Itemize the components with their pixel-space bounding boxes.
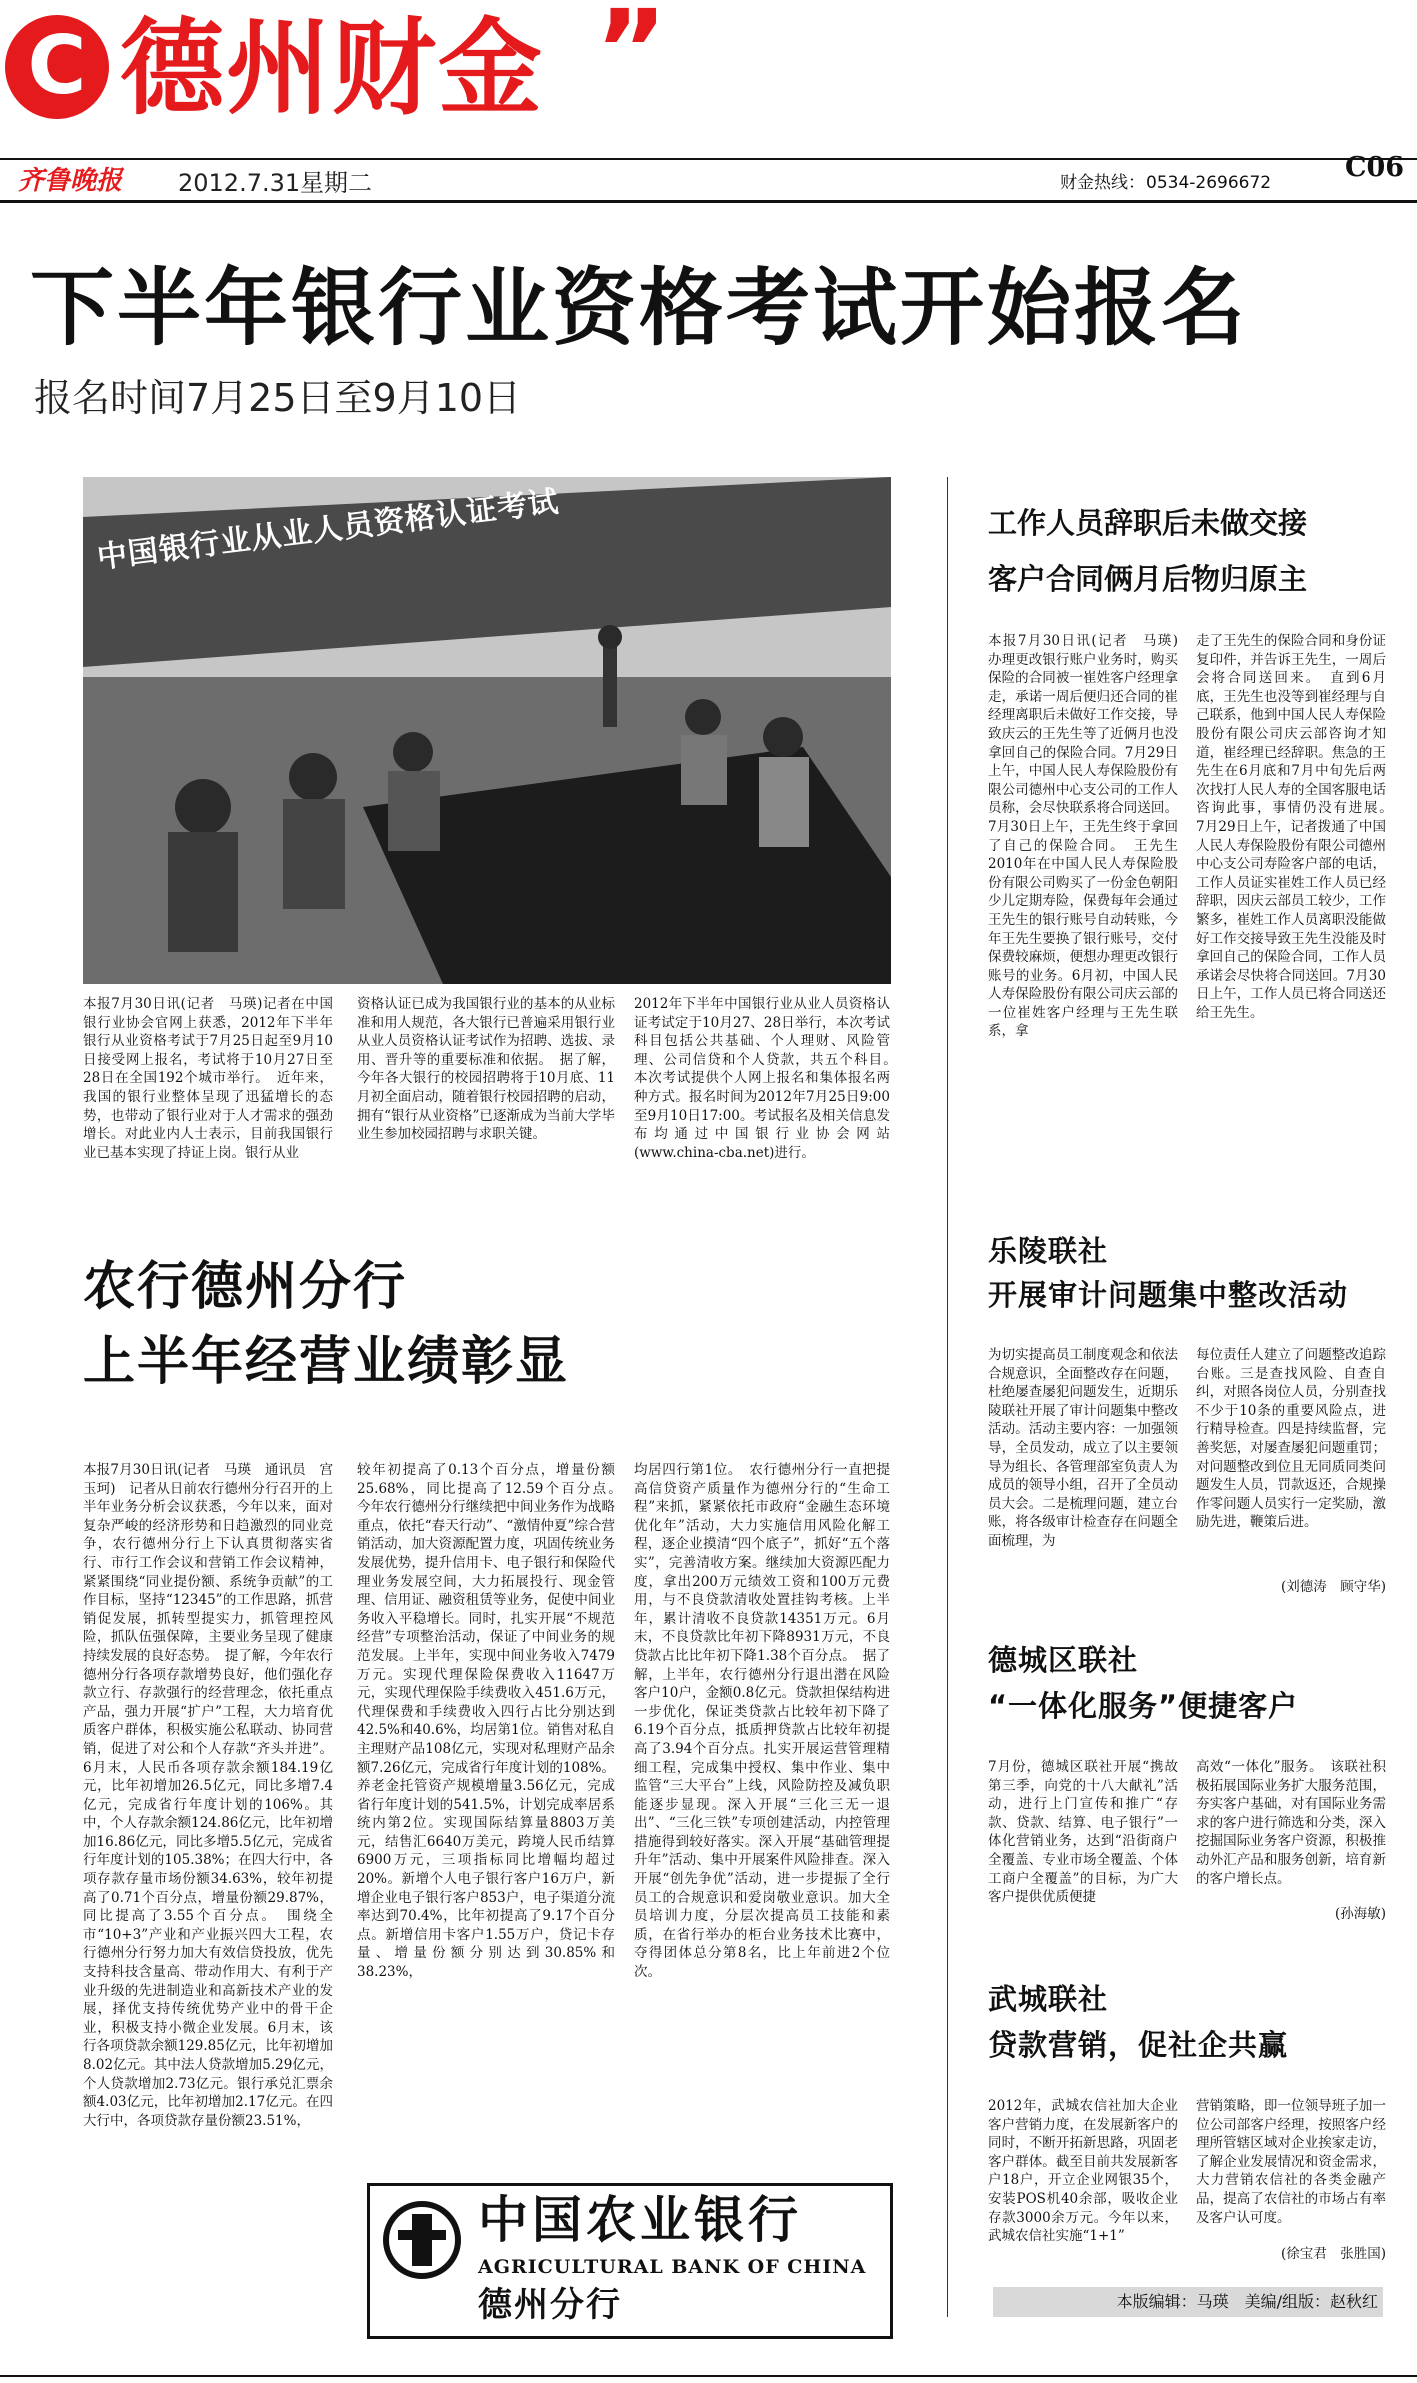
abc-headline-line2: 上半年经营业绩彰显	[83, 1332, 570, 1392]
photo-banner-text: 中国银行业从业人员资格认证考试	[95, 484, 562, 576]
abc-col-3: 均居四行第1位。 农行德州分行一直把提高信贷资产质量作为德州分行的“生命工程”来抓，紧紧依托市政府“金融生态环境优化年”活动，大力实施信用风险化解工程，逐企业摸清“四个底子”，抓好“五个落实”，完善清收方案。继续加大资源匹配力度，拿出200万元绩效工资和100万元费用，与不良贷款清收处置挂钩考核。上半年，累计清收不良贷款14351万元。6月末，不良贷款比年初下降8931万元，不良贷款占比比年初下降1.38个百分点。 据了解，上半年，农行德州分行退出潜在风险客户10户，金额0.8亿元。贷款担保结构进一步优化，保证类贷款占比较年初下降了6.19个百分点，抵质押贷款占比较年初提高了3.94个百分点。扎实开展运营管理精细工程，完成集中授权、集中作业、集中监管“三大平台”上线，风险防控及减负职能逐步显现。深入开展“三化三无一退出”、“三化三铁”专项创建活动，内控管理措施得到较好落实。深入开展“基础管理提升年”活动、集中开展案件风险排查。深入开展“创先争优”活动，进一步提振了全行员工的合规意识和爱岗敬业意识。加大全员培训力度，分层次提高员工技能和素质，在省行举办的柜台业务技术比赛中，夺得团体总分第8名，比上年前进2个位次。	[634, 1462, 890, 1981]
abc-bank-logo	[382, 2200, 462, 2280]
lead-subhead: 报名时间7月25日至9月10日	[34, 376, 522, 420]
decheng-col-2: 高效“一体化”服务。 该联社积极拓展国际业务扩大服务范围，夯实客户基础，对有国际业务需求的客户进行筛选和分类，深入挖掘国际业务客户资源，积极推动外汇产品和服务创新，培育新的客户增长点。	[1196, 1759, 1386, 1887]
page-bottom-rule	[0, 2375, 1417, 2377]
editor-credit: 本版编辑：马瑛 美编/组版：赵秋红	[1116, 2292, 1378, 2311]
abc-ad-branch: 德州分行	[478, 2285, 622, 2325]
resign-col-2: 走了王先生的保险合同和身份证复印件，并告诉王先生，一周后会将合同送回来。 直到6月底，王先生也没等到崔经理与自己联系，他到中国人民人寿保险股份有限公司庆云部咨询才知道，崔经理已经辞职。焦急的王先生在6月底和7月中旬先后两次找打人民人寿的全国客服电话咨询此事，事情仍没有进展。 7月29日上午，记者拨通了中国人民人寿保险股份有限公司德州中心支公司寿险客户部的电话，工作人员证实崔姓工作人员已经辞职，因庆云部员工较少，工作繁多，崔姓工作人员离职没能做好工作交接导致王先生没能及时拿回自己的保险合同，工作人员承诺会尽快将合同送回。7月30日上午，工作人员已将合同送还给王先生。	[1196, 633, 1400, 1021]
section-title: 德州财金	[120, 7, 545, 129]
lead-col-2: 资格认证已成为我国银行业的基本的从业标准和用人规范，各大银行已普遍采用银行业从业人员资格认证考试作为招聘、选拔、录用、晋升等的重要标准和依据。 据了解，今年各大银行的校园招聘将于10月底、11月初全面启动，随着银行校园招聘的启动，拥有“银行从业资格”已逐渐成为当前大学毕业生参加校园招聘与求职关键。	[357, 996, 615, 1143]
leling-headline-line1: 乐陵联社	[988, 1234, 1109, 1268]
decheng-byline: (孙海敏)	[1334, 1906, 1386, 1922]
leling-col-2: 每位责任人建立了问题整改追踪台账。三是查找风险、自查自纠，对照各岗位人员，分别查找不少于10条的重要风险点，进行精导检查。四是持续监督，完善奖惩，对屡查屡犯问题重罚；对问题整改到位且无同质同类问题发生人员，罚款返还，合规操作零问题人员实行一定奖励，激励先进，鞭策后进。	[1196, 1347, 1386, 1531]
abc-advertisement	[367, 2183, 893, 2339]
abc-headline-line1: 农行德州分行	[83, 1257, 408, 1317]
leling-headline-line2: 开展审计问题集中整改活动	[988, 1278, 1349, 1312]
issue-date: 2012.7.31	[178, 169, 301, 197]
column-divider	[947, 477, 948, 2317]
exam-meeting-photo	[83, 477, 891, 984]
section-title-quote: ”	[595, 0, 668, 114]
resign-col-1: 本报7月30日讯(记者 马瑛) 办理更改银行账户业务时，购买保险的合同被一崔姓客户经理拿走，承诺一周后便归还合同的崔经理离职后未做好工作交接，导致庆云的王先生等了近俩月也没拿回自己的保险合同。7月29日上午，中国人民人寿保险股份有限公司德州中心支公司的工作人员称，会尽快联系将合同送回。7月30日上午，王先生终于拿回了自己的保险合同。 王先生2010年在中国人民人寿保险股份有限公司购买了一份金色朝阳少儿定期寿险，保费每年会通过王先生的银行账号自动转账，今年王先生要换了银行账号，交付保费较麻烦，便想办理更改银行账号的业务。6月初，中国人民人寿保险股份有限公司庆云部的一位崔姓客户经理与王先生联系，拿	[988, 633, 1192, 1040]
abc-logo-icon	[382, 2200, 462, 2280]
abc-col-1: 本报7月30日讯(记者 马瑛 通讯员 宫玉珂) 记者从日前农行德州分行召开的上半年业务分析会议获悉，今年以来，面对复杂严峻的经济形势和日趋激烈的同业竞争，农行德州分行上下认真贯彻落实省行、市行工作会议和营销工作会议精神，紧紧围绕“同业提份额、系统争贡献”的工作目标，坚持“12345”的工作思路，抓营销促发展，抓转型提实力，抓管理控风险，抓队伍强保障，主要业务呈现了健康持续发展的良好态势。 提了解，今年农行德州分行各项存款增势良好，他们强化存款立行、存款强行的经营理念，依托重点产品，强力开展“扩户”工程，大力培育优质客户群体，积极实施公私联动、协同营销，促进了对公和个人存款“齐头并进”。6月末，人民币各项存款余额184.19亿元，比年初增加26.5亿元，同比多增7.4亿元，完成省行年度计划的106%。其中，个人存款余额124.86亿元，比年初增加16.86亿元，同比多增5.5亿元，完成省行年度计划的105.38%；在四大行中，各项存款存量市场份额34.63%，较年初提高了0.71个百分点，增量份额29.87%，同比提高了3.55个百分点。 围绕全市“10+3”产业和产业振兴四大工程，农行德州分行努力加大有效信贷投放，优先支持科技含量高、带动作用大、有利于产业升级的先进制造业和高新技术产业的发展，择优支持传统优势产业中的骨干企业，积极支持小微企业发展。6月末，该行各项贷款余额129.85亿元，比年初增加8.02亿元。其中法人贷款增加5.29亿元，个人贷款增加2.73亿元。银行承兑汇票余额4.03亿元，比年初增加2.17亿元。在四大行中，各项贷款存量份额23.51%，	[83, 1462, 333, 2129]
leling-byline: (刘德涛 顾守华)	[1280, 1579, 1386, 1595]
resign-headline-line2: 客户合同俩月后物归原主	[988, 562, 1308, 596]
masthead-bottom-rule	[0, 200, 1417, 203]
lead-headline: 下半年银行业资格考试开始报名	[30, 259, 1249, 357]
abc-ad-english-name: AGRICULTURAL BANK OF CHINA	[478, 2256, 867, 2278]
wucheng-headline-line1: 武城联社	[988, 1982, 1109, 2016]
decheng-headline-line1: 德城区联社	[988, 1643, 1139, 1677]
masthead-top-rule	[0, 158, 1417, 160]
abc-ad-chinese-name: 中国农业银行	[478, 2190, 802, 2249]
wucheng-col-1: 2012年，武城农信社加大企业客户营销力度，在发展新客户的同时，不断开拓新思路，巩固老客户群体。截至目前共发展新客户18户，开立企业网银35个，安装POS机40余部，吸收企业存款3000余万元。今年以来，武城农信社实施“1+1”	[988, 2098, 1178, 2245]
newspaper-logo: 齐鲁晚报	[18, 166, 123, 196]
wucheng-byline: (徐宝君 张胜国)	[1280, 2246, 1386, 2262]
issue-weekday: 星期二	[300, 169, 372, 197]
decheng-headline-line2: “一体化服务”便捷客户	[988, 1689, 1299, 1723]
abc-col-2: 较年初提高了0.13个百分点，增量份额25.68%，同比提高了12.59个百分点。 今年农行德州分行继续把中间业务作为战略重点，依托“春天行动”、“激情仲夏”综合营销活动，加大资源配置力度，巩固传统业务发展优势，提升信用卡、电子银行和保险代理业务发展空间，大力拓展投行、现金管理、信用证、融资租赁等业务，促使中间业务收入平稳增长。同时，扎实开展“不规范经营”专项整治活动，保证了中间业务的规范发展。上半年，实现中间业务收入7479万元。实现代理保险保费收入11647万元，实现代理保险手续费收入451.6万元，代理保费和手续费收入四行占比分别达到42.5%和40.6%，均居第1位。销售对私自主理财产品108亿元，实现对私理财产品余额7.26亿元，完成省行年度计划的108%。养老金托管资产规模增量3.56亿元，完成省行年度计划的541.5%，计划完成率居系统内第2位。实现国际结算量8803万美元，结售汇6640万美元，跨境人民币结算6900万元，三项指标同比增幅均超过20%。新增个人电子银行客户16万户，新增企业电子银行客户853户，电子渠道分流率达到70.4%，比年初提高了9.17个百分点。新增信用卡客户1.55万户，贷记卡存量、增量份额分别达到30.85%和38.23%，	[357, 1462, 629, 1981]
wucheng-headline-line2: 贷款营销，促社企共赢	[988, 2028, 1289, 2062]
masthead	[0, 0, 1417, 197]
lead-col-1: 本报7月30日讯(记者 马瑛)记者在中国银行业协会官网上获悉，2012年下半年银行从业资格考试于7月25日起至9月10日接受网上报名，考试将于10月27日至28日在全国192个城市举行。 近年来，我国的银行业整体呈现了迅猛增长的态势，也带动了银行业对于人才需求的强劲增长。对此业内人士表示，目前我国银行业已基本实现了持证上岗。银行从业	[83, 996, 333, 1161]
hotline-number: 0534-2696672	[1146, 173, 1272, 193]
leling-col-1: 为切实提高员工制度观念和依法合规意识，全面整改存在问题，杜绝屡查屡犯问题发生，近期乐陵联社开展了审计问题集中整改活动。活动主要内容：一加强领导，全员发动，成立了以主要领导为组长、各管理部室负责人为成员的领导小组，召开了全员动员大会。二是梳理问题，建立台账，将各级审计检查存在问题全面梳理，为	[988, 1347, 1178, 1549]
lead-col-3: 2012年下半年中国银行业从业人员资格认证考试定于10月27、28日举行，本次考试科目包括公共基础、个人理财、风险管理、公司信贷和个人贷款，共五个科目。 本次考试提供个人网上报名和集体报名两种方式。报名时间为2012年7月25日9:00至9月10日17:00。考试报名及相关信息发布均通过中国银行业协会网站(www.china-cba.net)进行。	[634, 996, 904, 1161]
hotline-label: 财金热线：	[1060, 173, 1145, 193]
resign-headline-line1: 工作人员辞职后未做交接	[988, 506, 1308, 540]
section-logo-letter: C	[27, 19, 87, 112]
wucheng-col-2: 营销策略，即一位领导班子加一位公司部客户经理，按照客户经理所管辖区域对企业挨家走访，了解企业发展情况和资金需求，大力营销农信社的各类金融产品，提高了农信社的市场占有率及客户认可度。	[1196, 2098, 1386, 2226]
decheng-col-1: 7月份，德城区联社开展“携故第三季，向党的十八大献礼”活动，进行上门宣传和推广“存款、贷款、结算、电子银行”一体化营销业务，达到“沿街商户全覆盖、专业市场全覆盖、个体工商户全覆盖”的目标，为广大客户提供优质便捷	[988, 1759, 1178, 1906]
page-number: C06	[1345, 152, 1405, 183]
